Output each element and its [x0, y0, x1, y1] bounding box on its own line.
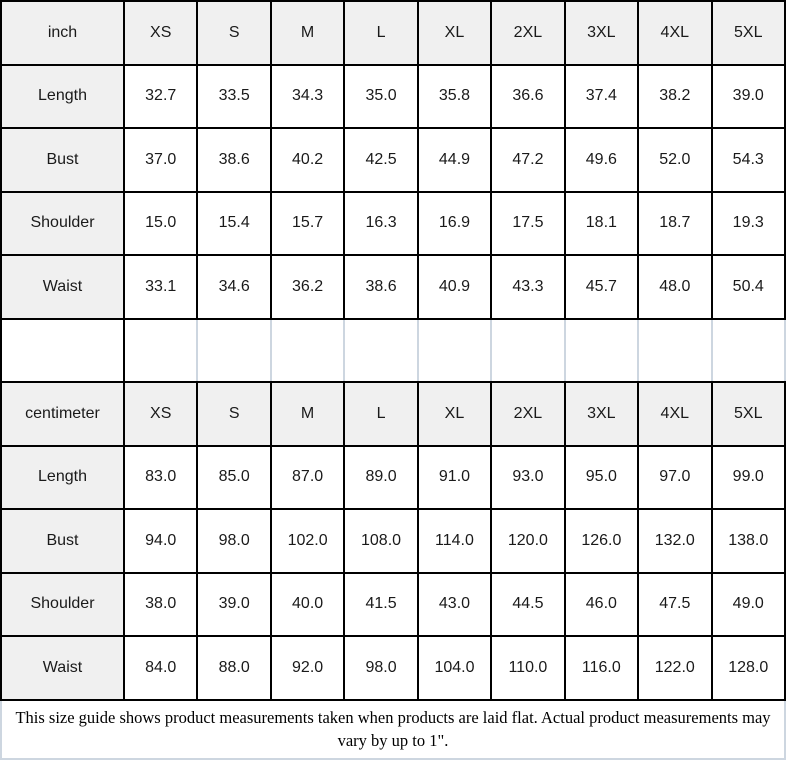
value-cell: 97.0 — [638, 446, 711, 510]
value-cell: 89.0 — [344, 446, 417, 510]
value-cell: 15.0 — [124, 192, 197, 256]
row-label: Length — [1, 65, 124, 129]
value-cell: 49.6 — [565, 128, 638, 192]
value-cell: 128.0 — [712, 636, 786, 700]
value-cell: 43.0 — [418, 573, 491, 637]
row-label: Shoulder — [1, 573, 124, 637]
value-cell: 126.0 — [565, 509, 638, 573]
value-cell: 138.0 — [712, 509, 786, 573]
value-cell: 116.0 — [565, 636, 638, 700]
value-cell: 104.0 — [418, 636, 491, 700]
size-col-header: 3XL — [565, 1, 638, 65]
size-col-header: M — [271, 382, 344, 446]
spacer-cell — [344, 319, 417, 383]
value-cell: 47.5 — [638, 573, 711, 637]
size-col-header: 5XL — [712, 382, 786, 446]
measurement-row-waist-inch — [1, 255, 785, 319]
value-cell: 15.4 — [197, 192, 270, 256]
value-cell: 32.7 — [124, 65, 197, 129]
row-label: Bust — [1, 509, 124, 573]
value-cell: 16.3 — [344, 192, 417, 256]
value-cell: 114.0 — [418, 509, 491, 573]
size-col-header: XL — [418, 382, 491, 446]
spacer-row — [1, 319, 785, 383]
value-cell: 38.0 — [124, 573, 197, 637]
spacer-cell — [712, 319, 786, 383]
size-col-header: 2XL — [491, 382, 564, 446]
row-label: Shoulder — [1, 192, 124, 256]
spacer-cell — [491, 319, 564, 383]
value-cell: 17.5 — [491, 192, 564, 256]
value-cell: 33.5 — [197, 65, 270, 129]
row-label: Bust — [1, 128, 124, 192]
value-cell: 35.8 — [418, 65, 491, 129]
value-cell: 36.2 — [271, 255, 344, 319]
size-col-header: L — [344, 382, 417, 446]
value-cell: 50.4 — [712, 255, 786, 319]
value-cell: 94.0 — [124, 509, 197, 573]
value-cell: 18.1 — [565, 192, 638, 256]
value-cell: 35.0 — [344, 65, 417, 129]
spacer-cell — [124, 319, 197, 383]
spacer-cell — [271, 319, 344, 383]
value-cell: 102.0 — [271, 509, 344, 573]
spacer-cell — [1, 319, 124, 383]
value-cell: 42.5 — [344, 128, 417, 192]
unit-label-inch: inch — [1, 1, 124, 65]
size-guide-note: This size guide shows product measurements taken when products are laid flat. Actual product measurements may vary by up to 1". — [0, 701, 786, 761]
value-cell: 122.0 — [638, 636, 711, 700]
size-col-header: 2XL — [491, 1, 564, 65]
row-label: Waist — [1, 636, 124, 700]
size-col-header: S — [197, 1, 270, 65]
size-col-header: 4XL — [638, 382, 711, 446]
measurement-row-length-inch — [1, 65, 785, 129]
value-cell: 91.0 — [418, 446, 491, 510]
value-cell: 95.0 — [565, 446, 638, 510]
value-cell: 37.4 — [565, 65, 638, 129]
value-cell: 54.3 — [712, 128, 786, 192]
value-cell: 40.0 — [271, 573, 344, 637]
size-header-row-inch — [1, 1, 785, 65]
size-col-header: S — [197, 382, 270, 446]
measurement-row-bust-cm — [1, 509, 785, 573]
value-cell: 40.2 — [271, 128, 344, 192]
value-cell: 38.6 — [197, 128, 270, 192]
value-cell: 16.9 — [418, 192, 491, 256]
value-cell: 43.3 — [491, 255, 564, 319]
value-cell: 38.6 — [344, 255, 417, 319]
value-cell: 132.0 — [638, 509, 711, 573]
spacer-cell — [565, 319, 638, 383]
value-cell: 37.0 — [124, 128, 197, 192]
value-cell: 48.0 — [638, 255, 711, 319]
value-cell: 108.0 — [344, 509, 417, 573]
value-cell: 120.0 — [491, 509, 564, 573]
value-cell: 49.0 — [712, 573, 786, 637]
value-cell: 85.0 — [197, 446, 270, 510]
row-label: Waist — [1, 255, 124, 319]
unit-label-centimeter: centimeter — [1, 382, 124, 446]
value-cell: 87.0 — [271, 446, 344, 510]
value-cell: 110.0 — [491, 636, 564, 700]
measurement-row-shoulder-inch — [1, 192, 785, 256]
measurement-row-length-cm — [1, 446, 785, 510]
value-cell: 39.0 — [197, 573, 270, 637]
value-cell: 47.2 — [491, 128, 564, 192]
spacer-cell — [197, 319, 270, 383]
value-cell: 99.0 — [712, 446, 786, 510]
value-cell: 88.0 — [197, 636, 270, 700]
value-cell: 18.7 — [638, 192, 711, 256]
value-cell: 92.0 — [271, 636, 344, 700]
value-cell: 19.3 — [712, 192, 786, 256]
size-header-row-centimeter — [1, 382, 785, 446]
value-cell: 38.2 — [638, 65, 711, 129]
value-cell: 34.3 — [271, 65, 344, 129]
value-cell: 46.0 — [565, 573, 638, 637]
size-col-header: L — [344, 1, 417, 65]
value-cell: 40.9 — [418, 255, 491, 319]
value-cell: 44.9 — [418, 128, 491, 192]
size-col-header: XL — [418, 1, 491, 65]
value-cell: 93.0 — [491, 446, 564, 510]
value-cell: 36.6 — [491, 65, 564, 129]
spacer-cell — [418, 319, 491, 383]
size-col-header: 5XL — [712, 1, 786, 65]
row-label: Length — [1, 446, 124, 510]
spacer-cell — [638, 319, 711, 383]
size-col-header: XS — [124, 382, 197, 446]
value-cell: 98.0 — [197, 509, 270, 573]
value-cell: 33.1 — [124, 255, 197, 319]
measurement-row-waist-cm — [1, 636, 785, 700]
measurement-row-bust-inch — [1, 128, 785, 192]
value-cell: 41.5 — [344, 573, 417, 637]
value-cell: 52.0 — [638, 128, 711, 192]
value-cell: 34.6 — [197, 255, 270, 319]
size-col-header: 3XL — [565, 382, 638, 446]
measurement-row-shoulder-cm — [1, 573, 785, 637]
value-cell: 15.7 — [271, 192, 344, 256]
size-col-header: M — [271, 1, 344, 65]
size-col-header: 4XL — [638, 1, 711, 65]
value-cell: 45.7 — [565, 255, 638, 319]
value-cell: 98.0 — [344, 636, 417, 700]
value-cell: 84.0 — [124, 636, 197, 700]
value-cell: 39.0 — [712, 65, 786, 129]
size-col-header: XS — [124, 1, 197, 65]
value-cell: 83.0 — [124, 446, 197, 510]
value-cell: 44.5 — [491, 573, 564, 637]
